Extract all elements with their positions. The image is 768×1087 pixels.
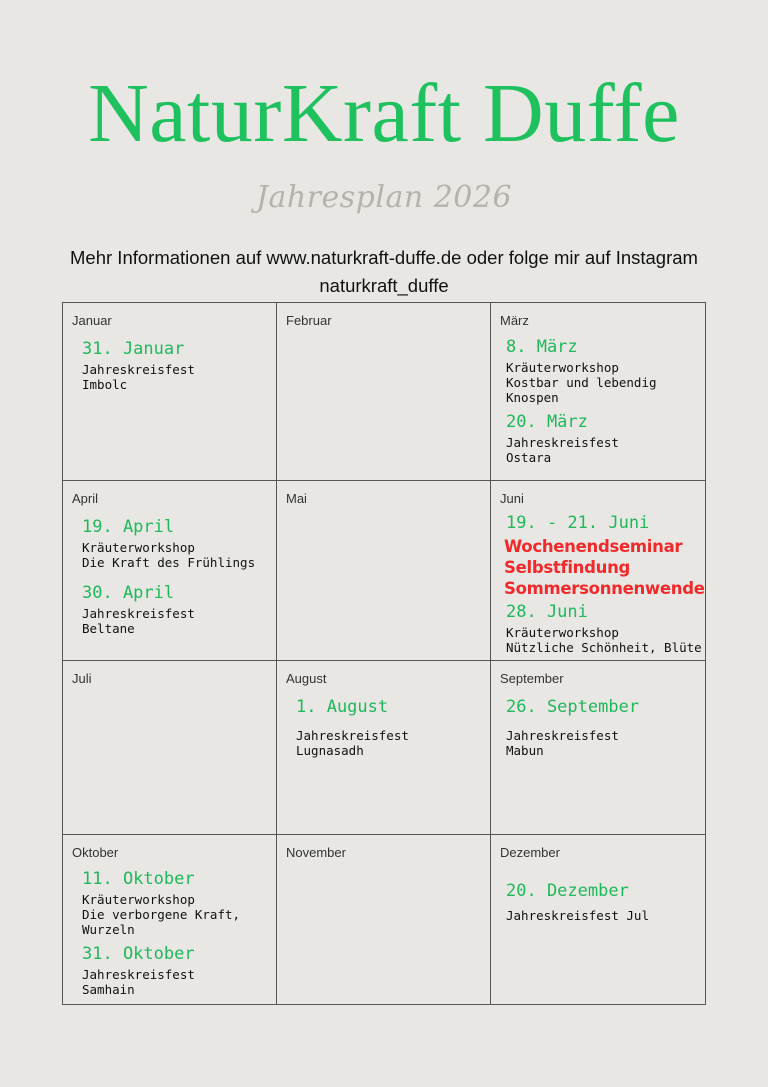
event-date: 31. Januar (82, 339, 185, 359)
month-cell-juni (491, 481, 705, 661)
event-description: Jahreskreisfest Imbolc (82, 362, 195, 392)
event (506, 510, 705, 655)
event-date: 19. April (82, 517, 175, 537)
month-cell-februar (277, 303, 491, 481)
instagram-handle: naturkraft_duffe (319, 275, 449, 296)
event (506, 334, 705, 465)
month-label: Mai (286, 491, 307, 506)
event-date: 1. August (296, 697, 389, 717)
month-label: Februar (286, 313, 332, 328)
event-description: Jahreskreisfest Lugnasadh (296, 728, 409, 758)
month-cell-oktober (63, 835, 277, 1004)
event (296, 694, 490, 758)
event-date: 19. - 21. Juni (506, 513, 650, 533)
month-label: Oktober (72, 845, 119, 860)
event (82, 514, 276, 636)
month-label: April (72, 491, 99, 506)
event (506, 694, 705, 758)
event (82, 336, 276, 392)
month-cell-september (491, 661, 705, 835)
month-label: März (500, 313, 529, 328)
event-description: Jahreskreisfest Beltane (82, 606, 195, 636)
event (506, 878, 705, 923)
event-description: Jahreskreisfest Jul (506, 908, 649, 923)
month-cell-april (63, 481, 277, 661)
month-label: Dezember (500, 845, 560, 860)
month-cell-dezember (491, 835, 705, 1004)
month-cell-mai (277, 481, 491, 661)
info-text (20, 244, 748, 300)
event-date: 20. März (506, 412, 588, 432)
event-date: 26. September (506, 697, 640, 717)
month-cell-juli (63, 661, 277, 835)
month-label: August (286, 671, 327, 686)
event-description: Jahreskreisfest Mabun (506, 728, 619, 758)
event-description: Jahreskreisfest Ostara (506, 435, 619, 465)
info-line: Mehr Informationen auf www.naturkraft-duffe.de oder folge mir auf Instagram (70, 247, 698, 268)
page-title: NaturKraft Duffe (88, 67, 680, 160)
calendar-grid (62, 302, 706, 1005)
event-description: Kräuterworkshop Die Kraft des Frühlings (82, 540, 256, 570)
month-label: September (500, 671, 564, 686)
seminar-highlight: Wochenendseminar Selbstfindung Sommersonnenwende (504, 537, 705, 598)
month-cell-august (277, 661, 491, 835)
event-description: Kräuterworkshop Kostbar und lebendig Knospen (506, 360, 657, 405)
month-cell-maerz (491, 303, 705, 481)
page-subtitle: Jahresplan 2026 (255, 180, 513, 215)
event-date: 11. Oktober (82, 869, 195, 889)
event (82, 866, 276, 997)
event-description: Kräuterworkshop Nützliche Schönheit, Blüte (506, 625, 702, 655)
event-description: Kräuterworkshop Die verborgene Kraft, Wurzeln (82, 892, 241, 937)
month-label: Januar (72, 313, 112, 328)
event-date: 8. März (506, 337, 578, 357)
event-date: 20. Dezember (506, 881, 629, 901)
month-label: Juli (72, 671, 92, 686)
month-cell-januar (63, 303, 277, 481)
event-date: 31. Oktober (82, 944, 195, 964)
month-label: Juni (500, 491, 524, 506)
event-description: Jahreskreisfest Samhain (82, 967, 195, 997)
event-date: 30. April (82, 583, 175, 603)
event-date: 28. Juni (506, 602, 588, 622)
month-cell-november (277, 835, 491, 1004)
month-label: November (286, 845, 346, 860)
